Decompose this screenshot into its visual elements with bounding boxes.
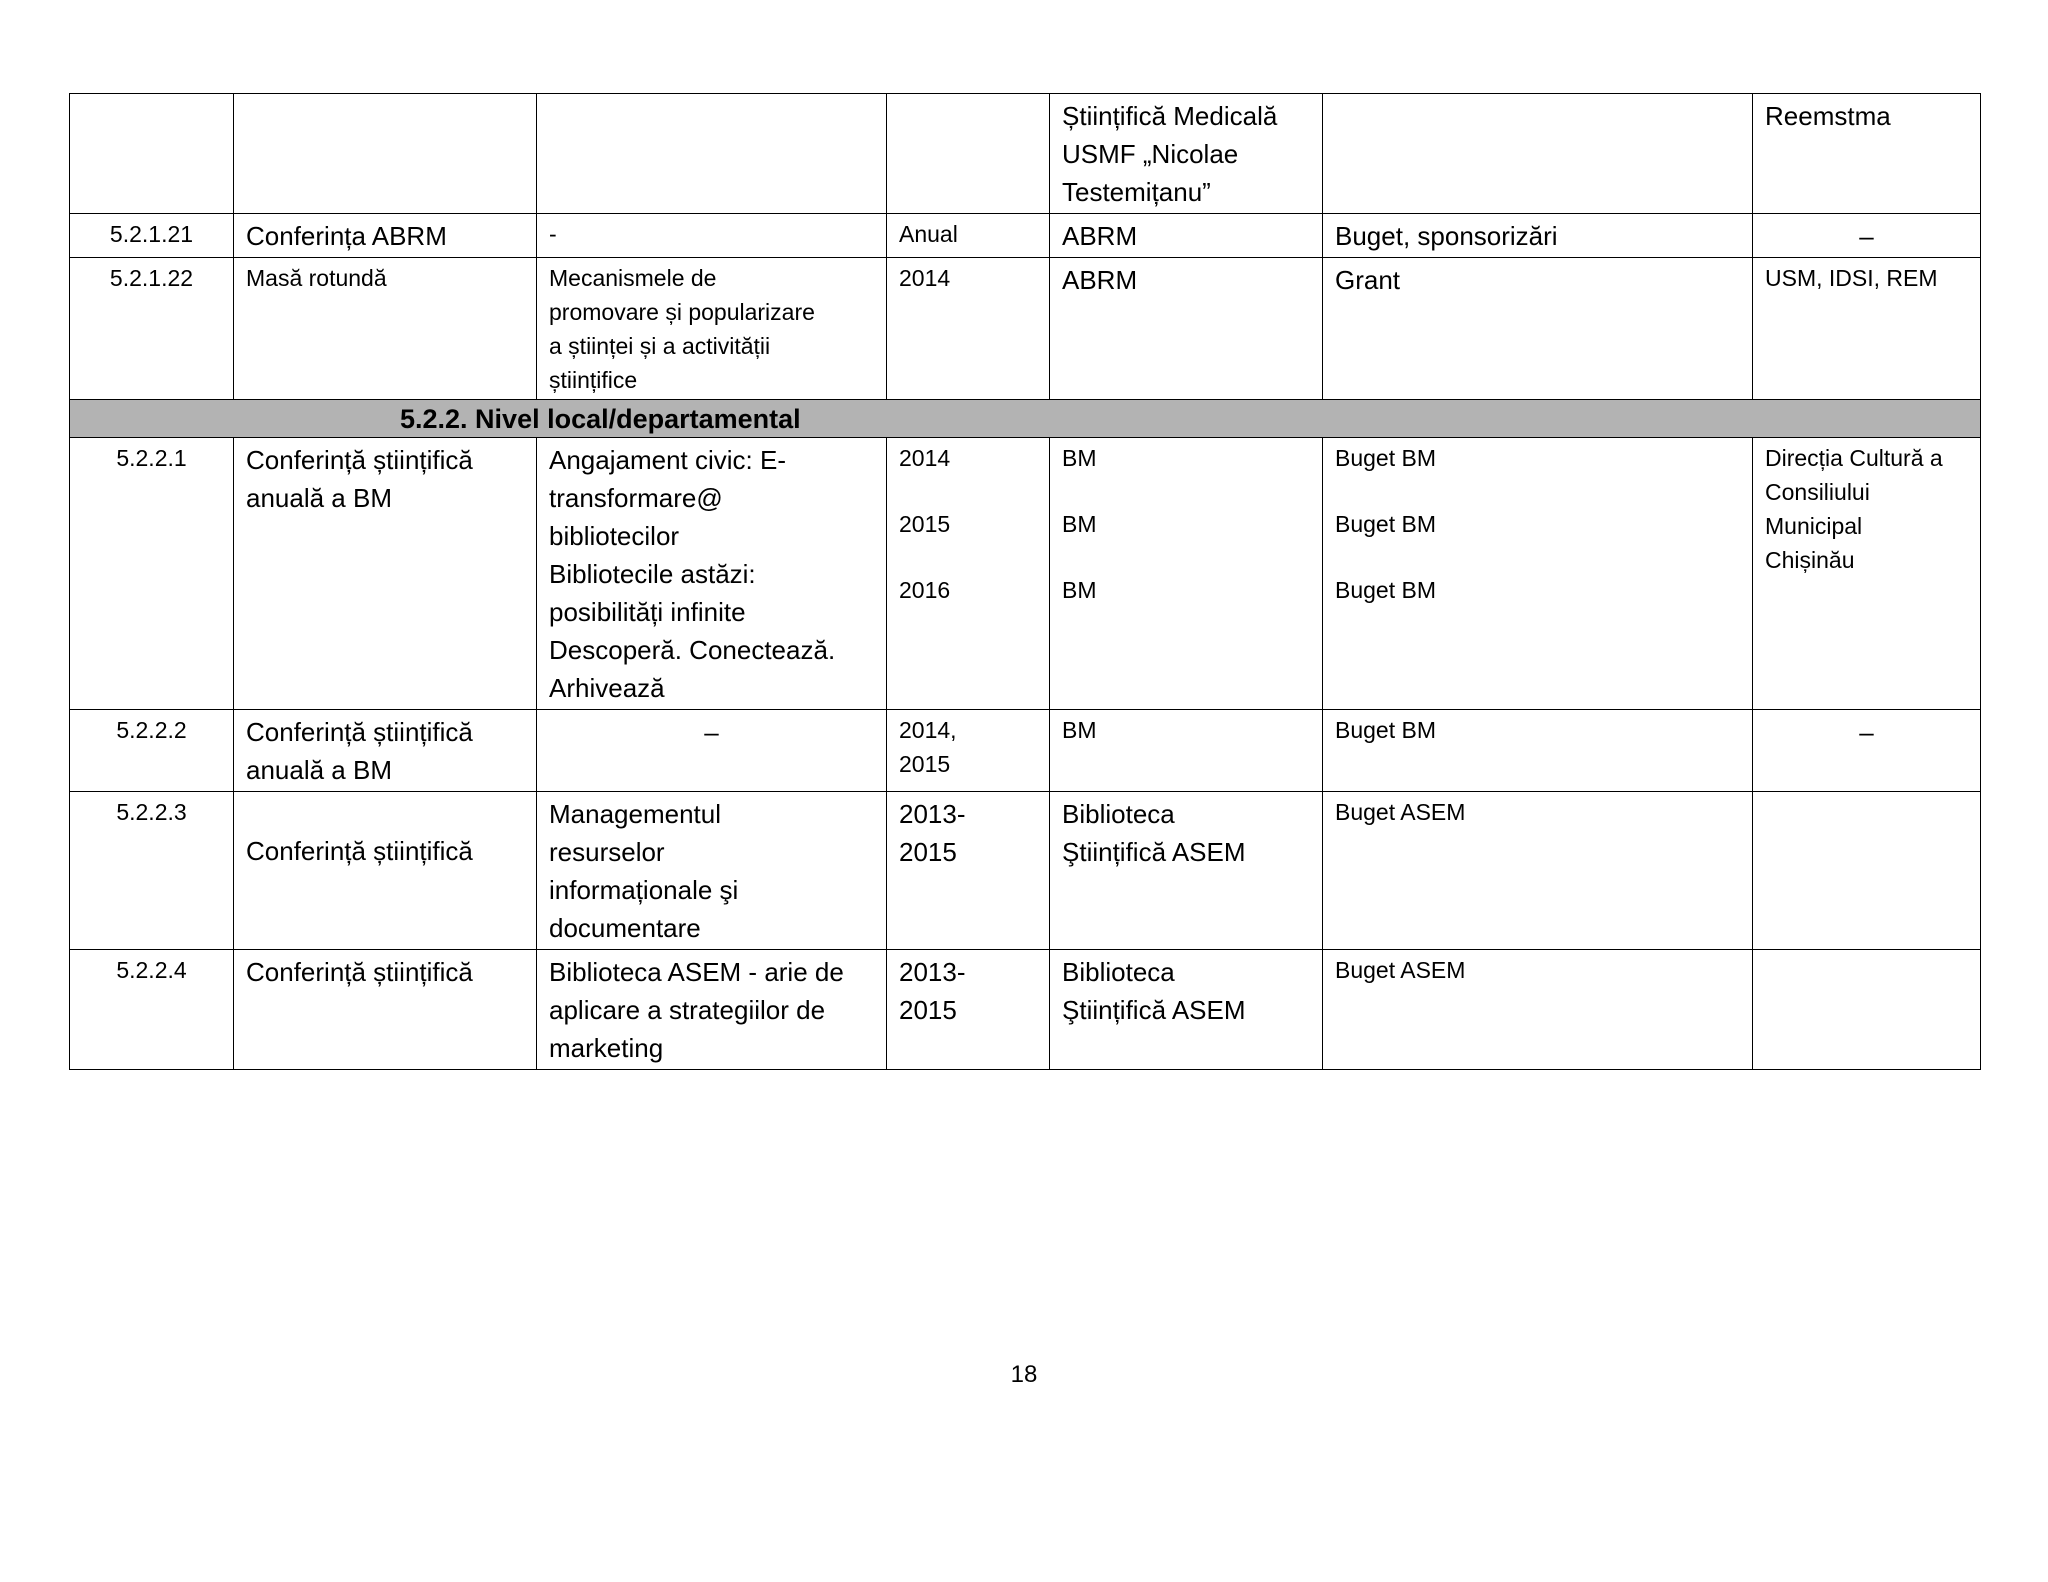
cell-line: Municipal bbox=[1765, 513, 1863, 539]
funding-cell: Buget ASEM bbox=[1323, 950, 1753, 1070]
theme-cell bbox=[537, 950, 887, 1070]
organizer-cell bbox=[1050, 792, 1323, 950]
type-cell bbox=[234, 710, 537, 792]
period-cell bbox=[887, 438, 1050, 710]
cell-line: Ştiințifică ASEM bbox=[1062, 995, 1246, 1025]
cell-line: resurselor bbox=[549, 837, 665, 867]
funding-cell: Grant bbox=[1323, 258, 1753, 400]
period-cell: Anual bbox=[887, 214, 1050, 258]
cell-line: științifice bbox=[549, 367, 638, 393]
type-cell bbox=[234, 438, 537, 710]
partners-cell: – bbox=[1753, 710, 1981, 792]
table-row bbox=[70, 258, 1981, 400]
type-cell: Masă rotundă bbox=[234, 258, 537, 400]
cell-line: informaționale şi bbox=[549, 875, 739, 905]
cell-line: Chișinău bbox=[1765, 547, 1855, 573]
section-title: 5.2.2. Nivel local/departamental bbox=[400, 404, 801, 434]
cell-line: 2015 bbox=[899, 751, 951, 777]
theme-cell bbox=[537, 792, 887, 950]
cell-line: Bibliotecile astăzi: bbox=[549, 559, 756, 589]
cell-line: 2016 bbox=[899, 577, 951, 603]
cell-line: Conferință științifică bbox=[246, 445, 473, 475]
theme-cell bbox=[537, 438, 887, 710]
period-cell bbox=[887, 710, 1050, 792]
cell-line: Conferință științifică bbox=[246, 717, 473, 747]
code-cell: 5.2.2.3 bbox=[70, 792, 234, 950]
organizer-cell: BM bbox=[1050, 710, 1323, 792]
cell-line: BM bbox=[1062, 577, 1097, 603]
cell-line: 2014 bbox=[899, 445, 951, 471]
cell-line: Buget BM bbox=[1335, 511, 1436, 537]
cell-line: Ştiințifică ASEM bbox=[1062, 837, 1246, 867]
cell-line: Testemițanu” bbox=[1062, 177, 1211, 207]
table-cell bbox=[1323, 94, 1753, 214]
activities-table bbox=[69, 93, 1981, 1070]
cell-line: USMF „Nicolae bbox=[1062, 139, 1239, 169]
cell-line: Angajament civic: E- bbox=[549, 445, 786, 475]
funding-cell: Buget BM bbox=[1323, 710, 1753, 792]
organizer-cell: ABRM bbox=[1050, 258, 1323, 400]
cell-line: 2015 bbox=[899, 511, 951, 537]
cell-line: marketing bbox=[549, 1033, 664, 1063]
cell-line: Buget BM bbox=[1335, 445, 1436, 471]
cell-line: Biblioteca ASEM - arie de bbox=[549, 957, 844, 987]
cell-line: Biblioteca bbox=[1062, 799, 1175, 829]
table-row bbox=[70, 214, 1981, 258]
cell-line: posibilități infinite bbox=[549, 597, 746, 627]
period-cell: 2014 bbox=[887, 258, 1050, 400]
cell-line: Descoperă. Conectează. bbox=[549, 635, 836, 665]
cell-line: Direcția Cultură a bbox=[1765, 445, 1943, 471]
cell-line: aplicare a strategiilor de bbox=[549, 995, 826, 1025]
code-cell: 5.2.2.4 bbox=[70, 950, 234, 1070]
table-cell bbox=[537, 94, 887, 214]
cell-line: BM bbox=[1062, 445, 1097, 471]
organizer-cell bbox=[1050, 94, 1323, 214]
period-cell bbox=[887, 792, 1050, 950]
cell-line: bibliotecilor bbox=[549, 521, 680, 551]
cell-line: BM bbox=[1062, 511, 1097, 537]
partners-cell: – bbox=[1753, 214, 1981, 258]
type-cell bbox=[234, 792, 537, 950]
cell-line: Consiliului bbox=[1765, 479, 1870, 505]
partners-cell: Reemstma bbox=[1753, 94, 1981, 214]
organizer-cell: ABRM bbox=[1050, 214, 1323, 258]
code-cell: 5.2.1.21 bbox=[70, 214, 234, 258]
partners-cell: USM, IDSI, REM bbox=[1753, 258, 1981, 400]
cell-line: documentare bbox=[549, 913, 701, 943]
section-row bbox=[70, 400, 1981, 438]
organizer-cell bbox=[1050, 438, 1323, 710]
table-cell bbox=[887, 94, 1050, 214]
table-cell bbox=[234, 94, 537, 214]
table-row bbox=[70, 792, 1981, 950]
funding-cell: Buget ASEM bbox=[1323, 792, 1753, 950]
cell-line: Mecanismele de bbox=[549, 265, 717, 291]
cell-line: Biblioteca bbox=[1062, 957, 1175, 987]
cell-line: 2013- bbox=[899, 957, 966, 987]
table-cell bbox=[70, 94, 234, 214]
funding-cell: Buget, sponsorizări bbox=[1323, 214, 1753, 258]
cell-line: a științei și a activității bbox=[549, 333, 771, 359]
page-number: 18 bbox=[1010, 1361, 1038, 1388]
table-row bbox=[70, 94, 1981, 214]
cell-line: 2015 bbox=[899, 837, 957, 867]
theme-cell bbox=[537, 258, 887, 400]
cell-line: Conferință științifică bbox=[246, 836, 473, 866]
type-cell: Conferință științifică bbox=[234, 950, 537, 1070]
cell-line: 2013- bbox=[899, 799, 966, 829]
partners-cell bbox=[1753, 792, 1981, 950]
cell-line: promovare și popularizare bbox=[549, 299, 815, 325]
cell-line: anuală a BM bbox=[246, 483, 392, 513]
cell-line: anuală a BM bbox=[246, 755, 392, 785]
table-row bbox=[70, 710, 1981, 792]
table-row bbox=[70, 438, 1981, 710]
cell-line: Managementul bbox=[549, 799, 721, 829]
table-row bbox=[70, 950, 1981, 1070]
organizer-cell bbox=[1050, 950, 1323, 1070]
cell-line: Științifică Medicală bbox=[1062, 101, 1278, 131]
theme-cell: - bbox=[537, 214, 887, 258]
code-cell: 5.2.2.1 bbox=[70, 438, 234, 710]
partners-cell bbox=[1753, 950, 1981, 1070]
cell-line: transformare@ bbox=[549, 483, 723, 513]
funding-cell bbox=[1323, 438, 1753, 710]
partners-cell bbox=[1753, 438, 1981, 710]
cell-line: Buget BM bbox=[1335, 577, 1436, 603]
cell-line: Arhivează bbox=[549, 673, 665, 703]
cell-line: 2015 bbox=[899, 995, 957, 1025]
code-cell: 5.2.1.22 bbox=[70, 258, 234, 400]
code-cell: 5.2.2.2 bbox=[70, 710, 234, 792]
theme-cell: – bbox=[537, 710, 887, 792]
section-heading-cell bbox=[70, 400, 1981, 438]
type-cell: Conferința ABRM bbox=[234, 214, 537, 258]
period-cell bbox=[887, 950, 1050, 1070]
cell-line: 2014, bbox=[899, 717, 957, 743]
